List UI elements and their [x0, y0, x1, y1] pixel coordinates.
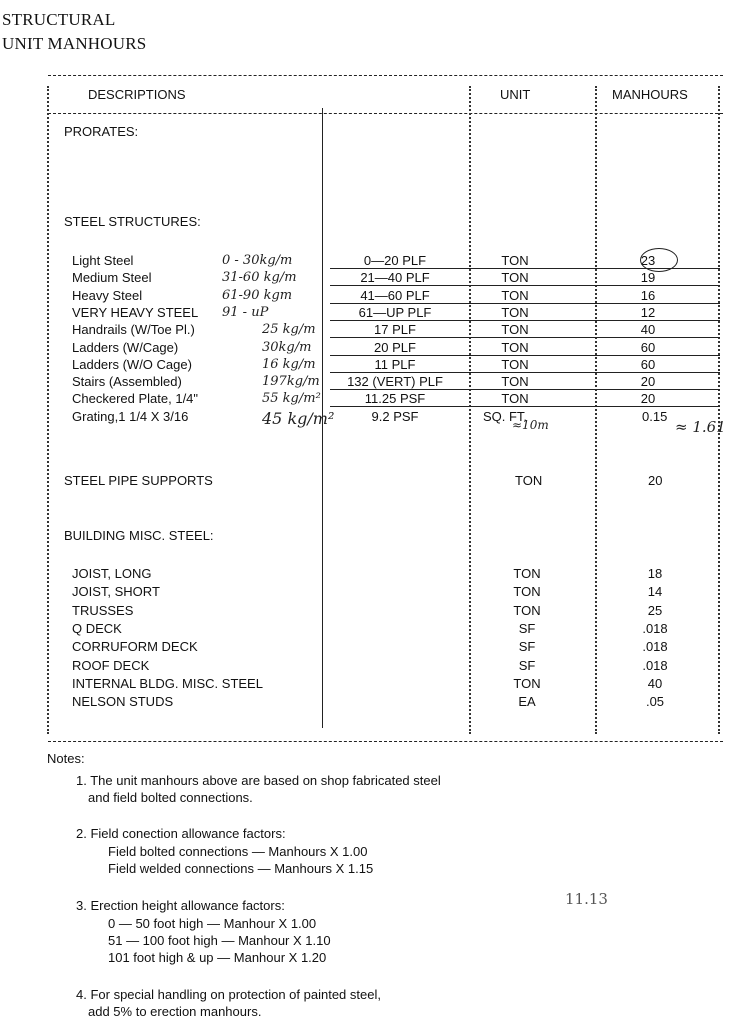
steel-row-manhours: 20 [640, 391, 656, 406]
steel-pipe-supports-unit: TON [515, 473, 543, 488]
steel-row-manhours: 20 [640, 374, 656, 389]
steel-row-unit: SQ. FT. [482, 409, 528, 424]
header-manhours: MANHOURS [612, 87, 688, 102]
note-4b: add 5% to erection manhours. [88, 1004, 262, 1019]
steel-row-manhours: 0.15 [642, 409, 668, 424]
note-3b: 51 — 100 foot high — Manhour X 1.10 [108, 933, 331, 948]
steel-row-desc: Checkered Plate, 1/4" [72, 391, 199, 406]
steel-row-unit: TON [501, 305, 529, 320]
section-building-misc: BUILDING MISC. STEEL: [64, 528, 214, 543]
building-row-manhours: 25 [647, 603, 663, 618]
steel-row-unit: TON [501, 374, 529, 389]
steel-row-manhours: 23 [640, 253, 656, 268]
building-row-manhours: .05 [645, 694, 665, 709]
steel-row-desc: Medium Steel [72, 270, 152, 285]
circle-annotation-icon [640, 248, 678, 272]
steel-row-handnote: 0 - 30kg/m [222, 253, 293, 268]
left-border [47, 86, 49, 734]
grating-manhours-handnote: ≈ 1.61 [675, 418, 726, 436]
steel-row-unit: TON [501, 340, 529, 355]
building-row-unit: TON [513, 603, 541, 618]
grating-unit-handnote: ≈10m [512, 418, 549, 432]
steel-row-handnote: 16 kg/m [262, 357, 316, 372]
steel-row-desc: Heavy Steel [72, 288, 143, 303]
note-3: 3. Erection height allowance factors: [76, 898, 285, 913]
note-1a: 1. The unit manhours above are based on shop fabricated steel [76, 773, 441, 788]
steel-row-handnote: 31-60 kg/m [222, 270, 297, 285]
steel-row-desc: VERY HEAVY STEEL [72, 305, 199, 320]
steel-row-manhours: 60 [640, 357, 656, 372]
steel-row-manhours: 60 [640, 340, 656, 355]
steel-row-weight: 11 PLF [374, 357, 416, 372]
steel-row-weight: 41—60 PLF [360, 288, 430, 303]
building-row-unit: SF [518, 621, 536, 636]
notes-heading: Notes: [47, 751, 85, 766]
steel-row-unit: TON [501, 322, 529, 337]
building-row-unit: SF [518, 658, 536, 673]
steel-row-desc: Stairs (Assembled) [72, 374, 182, 389]
building-row-desc: ROOF DECK [72, 658, 150, 673]
row-underline [330, 285, 720, 286]
row-underline [330, 303, 720, 304]
steel-row-weight: 21—40 PLF [360, 270, 430, 285]
steel-row-handnote: 45 kg/m² [262, 409, 335, 428]
steel-row-desc: Handrails (W/Toe Pl.) [72, 322, 195, 337]
section-prorates: PRORATES: [64, 124, 139, 139]
steel-row-handnote: 55 kg/m² [262, 391, 321, 406]
header-descriptions: DESCRIPTIONS [88, 87, 186, 102]
row-underline [330, 355, 720, 356]
note-2a: Field bolted connections — Manhours X 1.00 [108, 844, 368, 859]
building-row-manhours: 14 [647, 584, 663, 599]
steel-row-desc: Ladders (W/Cage) [72, 340, 179, 355]
steel-row-unit: TON [501, 270, 529, 285]
building-row-unit: TON [513, 566, 541, 581]
note-4a: 4. For special handling on protection of painted steel, [76, 987, 381, 1002]
steel-row-handnote: 25 kg/m [262, 322, 316, 337]
margin-handnote: 11.13 [565, 890, 608, 908]
row-underline [330, 406, 720, 407]
row-underline [330, 389, 720, 390]
table-bottom-border [48, 741, 723, 742]
steel-row-weight: 20 PLF [374, 340, 416, 355]
building-row-desc: Q DECK [72, 621, 122, 636]
steel-row-unit: TON [501, 288, 529, 303]
manhours-col-separator [595, 86, 597, 734]
steel-row-handnote: 61-90 kgm [222, 288, 293, 303]
building-row-manhours: .018 [642, 639, 668, 654]
header-bottom-border [48, 113, 723, 114]
steel-row-weight: 61—UP PLF [358, 305, 432, 320]
row-underline [330, 320, 720, 321]
building-row-desc: INTERNAL BLDG. MISC. STEEL [72, 676, 263, 691]
steel-row-manhours: 19 [640, 270, 656, 285]
steel-row-unit: TON [501, 391, 529, 406]
table-top-border [48, 75, 723, 76]
steel-row-handnote: 30kg/m [262, 340, 312, 355]
building-row-unit: EA [518, 694, 536, 709]
steel-row-weight: 17 PLF [374, 322, 416, 337]
note-2b: Field welded connections — Manhours X 1.15 [108, 861, 374, 876]
note-2: 2. Field conection allowance factors: [76, 826, 286, 841]
building-row-manhours: .018 [642, 621, 668, 636]
right-border [718, 86, 720, 734]
steel-row-unit: TON [501, 357, 529, 372]
steel-row-desc: Grating,1 1/4 X 3/16 [72, 409, 189, 424]
building-row-desc: JOIST, LONG [72, 566, 152, 581]
header-unit: UNIT [500, 87, 531, 102]
steel-row-desc: Light Steel [72, 253, 134, 268]
steel-row-unit: TON [501, 253, 529, 268]
note-3a: 0 — 50 foot high — Manhour X 1.00 [108, 916, 317, 931]
building-row-manhours: 18 [647, 566, 663, 581]
steel-row-manhours: 12 [640, 305, 656, 320]
section-steel-structures: STEEL STRUCTURES: [64, 214, 201, 229]
building-row-desc: CORRUFORM DECK [72, 639, 198, 654]
unit-col-separator [469, 86, 471, 734]
steel-row-weight: 11.25 PSF [364, 391, 426, 406]
building-row-desc: TRUSSES [72, 603, 134, 618]
steel-row-weight: 132 (VERT) PLF [347, 374, 443, 389]
doc-title-line1: STRUCTURAL [2, 10, 116, 29]
building-row-unit: SF [518, 639, 536, 654]
steel-pipe-supports-label: STEEL PIPE SUPPORTS [64, 473, 213, 488]
building-row-desc: JOIST, SHORT [72, 584, 160, 599]
steel-row-manhours: 16 [640, 288, 656, 303]
steel-row-handnote: 197kg/m [262, 374, 320, 389]
note-1b: and field bolted connections. [88, 790, 253, 805]
steel-row-desc: Ladders (W/O Cage) [72, 357, 192, 372]
building-row-manhours: .018 [642, 658, 668, 673]
steel-pipe-supports-manhours: 20 [648, 473, 663, 488]
note-3c: 101 foot high & up — Manhour X 1.20 [108, 950, 327, 965]
steel-row-weight: 0—20 PLF [363, 253, 427, 268]
building-row-unit: TON [513, 676, 541, 691]
row-underline [330, 337, 720, 338]
steel-row-manhours: 40 [640, 322, 656, 337]
building-row-desc: NELSON STUDS [72, 694, 174, 709]
building-row-unit: TON [513, 584, 541, 599]
steel-row-weight: 9.2 PSF [371, 409, 419, 424]
row-underline [330, 372, 720, 373]
doc-title-line2: UNIT MANHOURS [2, 34, 147, 53]
steel-row-handnote: 91 - uP [222, 305, 269, 320]
building-row-manhours: 40 [647, 676, 663, 691]
